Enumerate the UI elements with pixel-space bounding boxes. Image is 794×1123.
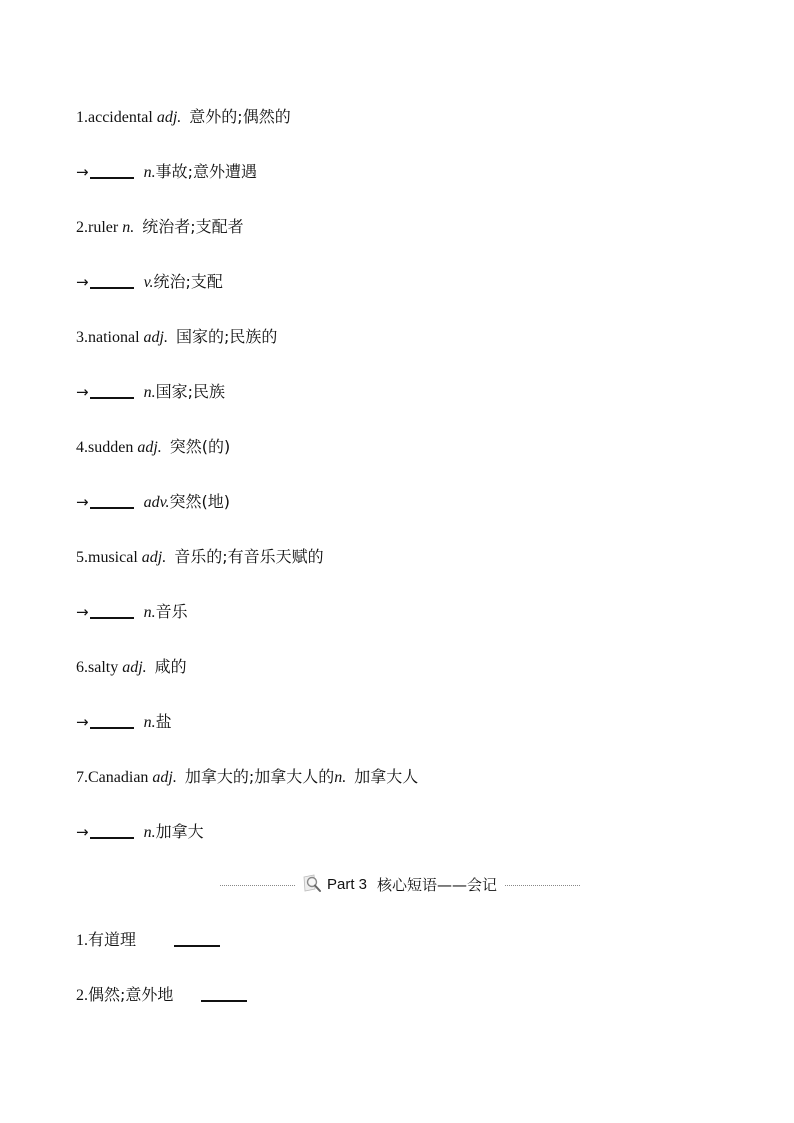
answer-blank[interactable] xyxy=(90,287,134,289)
vocab-item-5 xyxy=(76,545,324,569)
answer-blank[interactable] xyxy=(90,727,134,729)
item-meaning: 咸的 xyxy=(154,657,187,676)
phrase-item-1 xyxy=(76,928,220,952)
part-of-speech: n. xyxy=(143,604,156,621)
part-of-speech: v. xyxy=(143,274,154,291)
item-meaning: 盐 xyxy=(155,712,172,731)
item-word: ruler xyxy=(88,219,119,236)
item-meaning: 音乐 xyxy=(155,602,188,621)
item-word: national xyxy=(88,329,140,346)
vocab-item-4 xyxy=(76,435,230,459)
phrase-item-2 xyxy=(76,983,247,1007)
item-meaning: 意外的;偶然的 xyxy=(189,107,291,126)
item-meaning: 加拿大 xyxy=(155,822,204,841)
answer-blank[interactable] xyxy=(90,177,134,179)
derivative-item-2 xyxy=(76,270,223,294)
arrow-icon: → xyxy=(76,273,89,291)
item-word: sudden xyxy=(88,439,134,456)
part-of-speech: adj. xyxy=(122,659,147,676)
answer-blank[interactable] xyxy=(90,397,134,399)
magnifier-icon xyxy=(301,873,323,895)
item-meaning: 音乐的;有音乐天赋的 xyxy=(174,547,324,566)
part-of-speech: n. xyxy=(143,384,156,401)
phrase-number: 1. xyxy=(76,932,88,949)
item-word: musical xyxy=(88,549,138,566)
item-meaning: 加拿大的;加拿大人的 xyxy=(184,767,335,786)
derivative-item-1 xyxy=(76,160,257,184)
item-meaning: 突然(的) xyxy=(169,437,231,456)
part-of-speech: n. xyxy=(143,164,156,181)
section-header xyxy=(220,872,580,896)
part-of-speech: adj. xyxy=(156,109,182,126)
item-meaning: 统治;支配 xyxy=(153,272,223,291)
item-meaning: 国家;民族 xyxy=(155,382,225,401)
phrase-number: 2. xyxy=(76,987,88,1004)
part-of-speech: adv. xyxy=(143,494,170,511)
phrase-meaning: 偶然;意外地 xyxy=(88,985,174,1004)
derivative-item-4 xyxy=(76,490,230,514)
phrase-meaning: 有道理 xyxy=(88,930,137,949)
dotted-divider-left xyxy=(220,885,295,886)
item-meaning-2: 加拿大人 xyxy=(354,767,419,786)
section-part-label: Part 3 xyxy=(326,875,368,893)
part-of-speech: n. xyxy=(143,714,156,731)
part-of-speech: adj. xyxy=(152,769,177,786)
arrow-icon: → xyxy=(76,163,89,181)
answer-blank[interactable] xyxy=(201,1000,247,1002)
part-of-speech: n. xyxy=(122,219,135,236)
part-of-speech: adj. xyxy=(141,549,167,566)
vocab-item-7 xyxy=(76,765,418,789)
arrow-icon: → xyxy=(76,713,89,731)
answer-blank[interactable] xyxy=(90,837,134,839)
item-word: accidental xyxy=(88,109,153,126)
derivative-item-5 xyxy=(76,600,188,624)
arrow-icon: → xyxy=(76,603,89,621)
part-of-speech: n. xyxy=(143,824,156,841)
item-meaning: 突然(地) xyxy=(169,492,230,511)
item-word: salty xyxy=(88,659,119,676)
item-number: 6. xyxy=(76,659,88,676)
arrow-icon: → xyxy=(76,493,89,511)
item-meaning: 事故;意外遭遇 xyxy=(155,162,257,181)
answer-blank[interactable] xyxy=(90,617,134,619)
vocab-item-1 xyxy=(76,105,291,129)
part-of-speech: adj. xyxy=(137,439,162,456)
part-of-speech: adj. xyxy=(143,329,168,346)
derivative-item-3 xyxy=(76,380,225,404)
dotted-divider-right xyxy=(505,885,580,886)
item-number: 5. xyxy=(76,549,88,566)
item-number: 4. xyxy=(76,439,88,456)
item-number: 1. xyxy=(76,109,88,126)
vocab-item-6 xyxy=(76,655,187,679)
part-of-speech-2: n. xyxy=(334,769,347,786)
arrow-icon: → xyxy=(76,823,89,841)
derivative-item-7 xyxy=(76,820,204,844)
arrow-icon: → xyxy=(76,383,89,401)
vocab-item-3 xyxy=(76,325,277,349)
item-word: Canadian xyxy=(88,769,149,786)
item-number: 2. xyxy=(76,219,88,236)
item-meaning: 统治者;支配者 xyxy=(142,217,244,236)
section-title: 核心短语——会记 xyxy=(377,875,498,894)
answer-blank[interactable] xyxy=(90,507,134,509)
derivative-item-6 xyxy=(76,710,172,734)
item-meaning: 国家的;民族的 xyxy=(176,327,278,346)
item-number: 7. xyxy=(76,769,88,786)
answer-blank[interactable] xyxy=(174,945,220,947)
item-number: 3. xyxy=(76,329,88,346)
vocab-item-2 xyxy=(76,215,244,239)
